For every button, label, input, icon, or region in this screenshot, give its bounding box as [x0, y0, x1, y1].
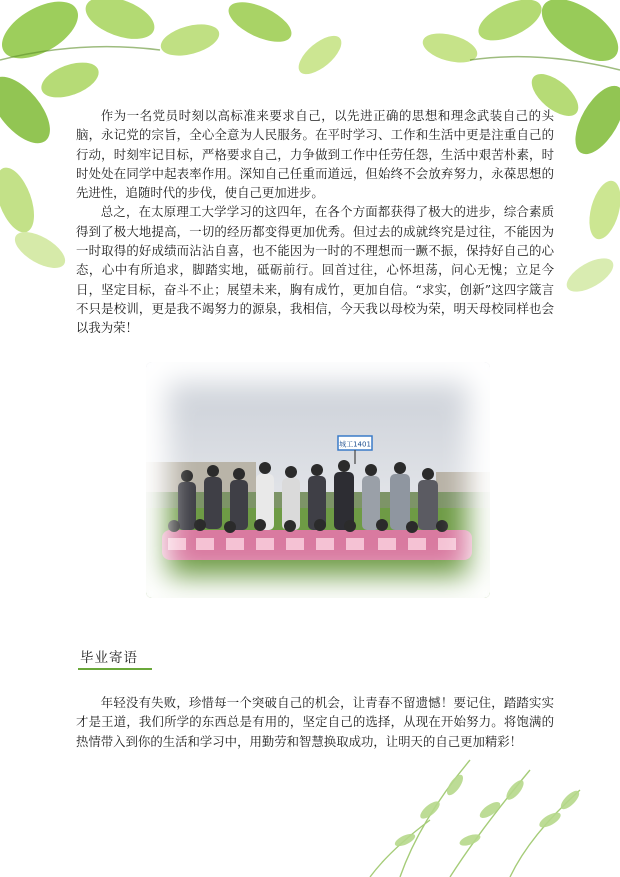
paragraph-summary: 总之，在太原理工大学学习的这四年，在各个方面都获得了极大的进步，综合素质得到了极大地提高，一切的经历都变得更加优秀。但过去的成就终究是过往，不能因为一时取得的好成绩而沾沾自喜，也不能因为一时的不理想而一蹶不振，保持好自己的心态，心中有所追求，脚踏实地，砥砺前行。回首过往，心怀坦荡，问心无愧；立足今日，坚定目标，奋斗不止；展望未来，胸有成竹，更加自信。“求实，创新”这四字箴言不只是校训，更是我不竭努力的源泉，我相信，今天我以母校为荣，明天母校同样也会以我为荣！ [76, 204, 554, 336]
grass-sprigs-icon [360, 740, 620, 877]
heading-underline [78, 668, 152, 670]
paragraph-graduation: 年轻没有失败，珍惜每一个突破自己的机会，让青春不留遗憾！要记住，踏踏实实才是王道，我们所学的东西总是有用的，坚定自己的选择，从现在开始努力。将饱满的热情带入到你的生活和学习中，用勤劳和智慧换取成功，让明天的自己更加精彩！ [76, 695, 554, 749]
section-heading: 毕业寄语 [80, 650, 138, 666]
group-photo [146, 362, 490, 598]
main-text [76, 106, 554, 338]
paragraph-party-member: 作为一名党员时刻以高标准来要求自己，以先进正确的思想和理念武装自己的头脑，永记党的宗旨，全心全意为人民服务。在平时学习、工作和生活中更是注重自己的行动，时刻牢记目标，严格要求自己，力争做到工作中任劳任怨，生活中艰苦朴素，时时处处在同学中起表率作用。深知自己任重而道远，但始终不会放弃努力，永葆思想的先进性，追随时代的步伐，使自己更加进步。 [76, 108, 554, 201]
class-sign: 城工1401 [339, 440, 371, 449]
